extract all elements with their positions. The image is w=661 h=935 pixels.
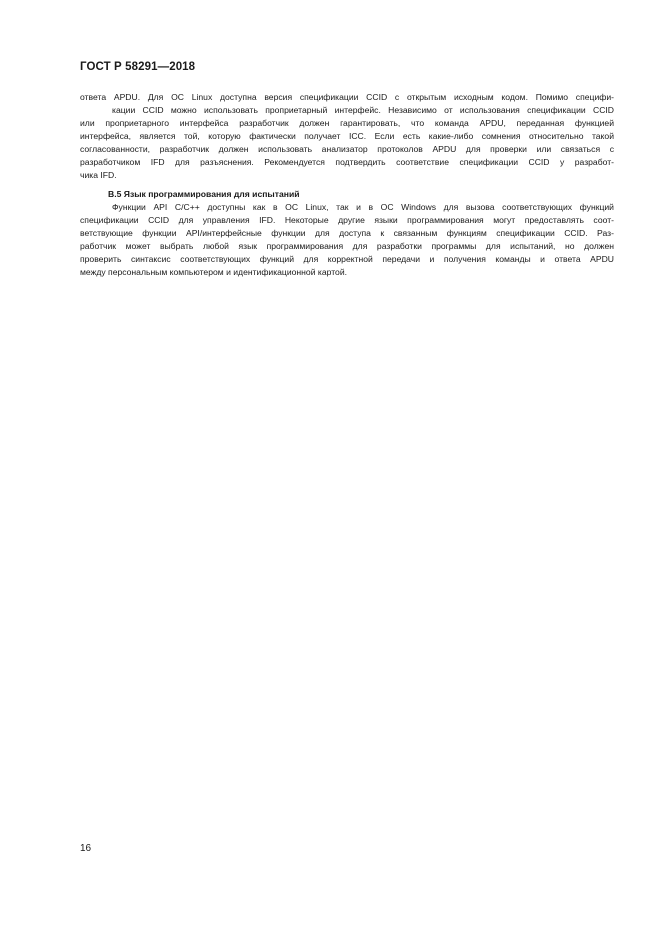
page-number: 16 bbox=[80, 843, 92, 854]
paragraph-line: проверить синтаксис соответствующих функций для корректной передачи и получения команды и ответа APDU bbox=[80, 254, 614, 264]
paragraph-line: согласованности, разработчик должен использовать анализатор протоколов APDU для проверки или связаться с bbox=[80, 144, 614, 154]
page-content bbox=[80, 91, 614, 279]
paragraph-line: между персональным компьютером и идентификационной картой. bbox=[80, 267, 348, 277]
paragraph-line: или проприетарного интерфейса разработчик должен гарантировать, что команда APDU, переданная функцией bbox=[80, 118, 614, 128]
paragraph-line: разработчиком IFD для разъяснения. Рекомендуется подтвердить соответствие спецификации CCID у разработ- bbox=[80, 157, 614, 167]
paragraph-line: работчик может выбрать любой язык программирования для разработки программы для испытаний, но должен bbox=[80, 241, 614, 251]
paragraph-line: спецификации CCID для управления IFD. Некоторые другие языки программирования могут предоставлять соот- bbox=[80, 215, 614, 225]
paragraph-line: ветствующие функции API/интерфейсные функции для доступа к связанным функциям спецификации CCID. Раз- bbox=[80, 228, 614, 238]
paragraph-line: ответа APDU. Для ОС Linux доступна версия спецификации CCID с открытым исходным кодом. Помимо специфи- bbox=[80, 92, 614, 102]
paragraph-line: чика IFD. bbox=[80, 170, 117, 180]
section-paragraph bbox=[80, 201, 614, 279]
section-heading: В.5 Язык программирования для испытаний bbox=[108, 189, 300, 199]
paragraph-line: кации CCID можно использовать проприетарный интерфейс. Независимо от использования спецификации CCID bbox=[112, 105, 614, 115]
paragraph-continuation bbox=[80, 91, 614, 182]
paragraph-line: Функции API C/C++ доступны как в ОС Linux, так и в ОС Windows для вызова соответствующих функций bbox=[112, 202, 614, 212]
paragraph-line: интерфейса, является той, которую фактически получает ICC. Если есть какие-либо сомнения относительно такой bbox=[80, 131, 614, 141]
document-header: ГОСТ Р 58291—2018 bbox=[80, 61, 196, 73]
